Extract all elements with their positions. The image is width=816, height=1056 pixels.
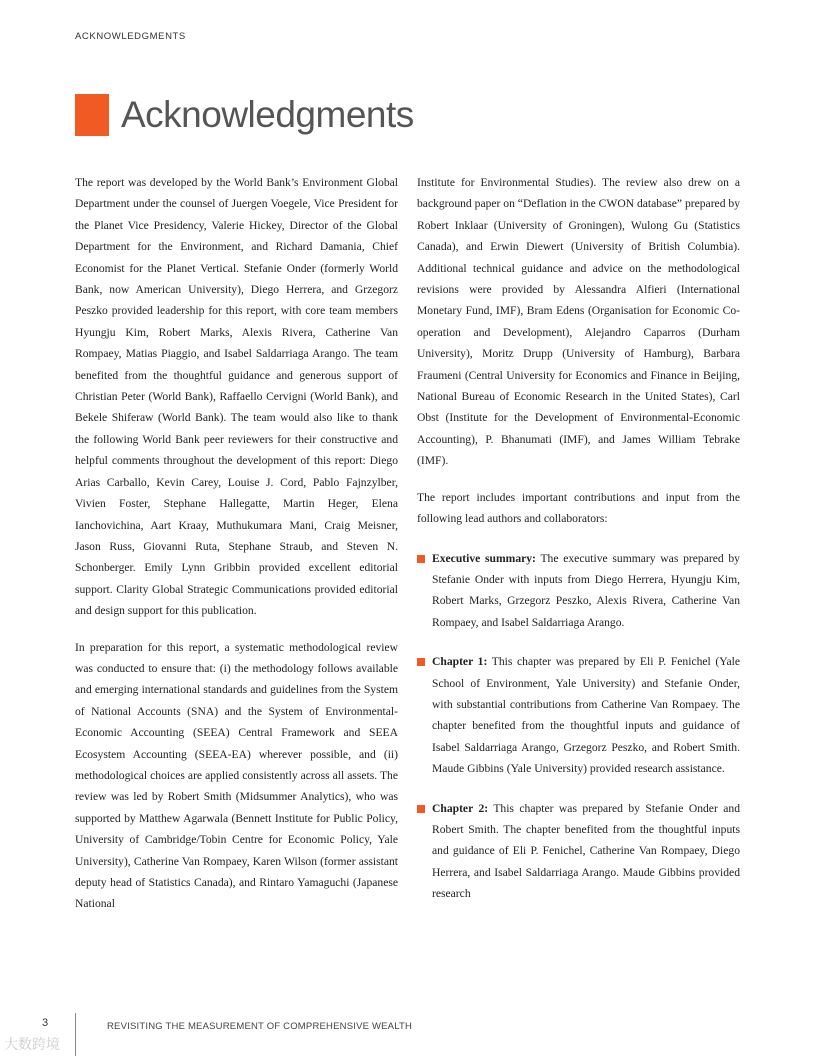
left-column	[75, 172, 398, 930]
title-block	[75, 94, 414, 136]
watermark-logo: 大数跨境	[4, 1037, 60, 1053]
bullet-label: Executive summary:	[432, 551, 536, 565]
paragraph: Institute for Environmental Studies). The review also drew on a background paper on “Deflation in the CWON database” prepared by Robert Inklaar (University of Groningen), Wulong Gu (Statistics Canada), and Erwin Diewert (University of British Columbia). Additional technical guidance and advice on the methodological revisions were provided by Alessandra Alfieri (International Monetary Fund, IMF), Bram Edens (Organisation for Economic Co-operation and Development), Alejandro Caparros (Durham University), Moritz Drupp (University of Hamburg), Barbara Fraumeni (Central University for Economics and Finance in Beijing, National Bureau of Economic Research in the United States), Carl Obst (Institute for the Development of Environmental-Economic Accounting), P. Bhanumati (IMF), and James William Tebrake (IMF).	[417, 176, 740, 468]
bullet-square-icon	[417, 555, 425, 563]
bullet-label: Chapter 1:	[432, 655, 488, 669]
footer-divider	[75, 1013, 76, 1056]
bullet-item	[417, 798, 740, 905]
running-header: ACKNOWLEDGMENTS	[75, 31, 186, 42]
bullet-text: The executive summary was prepared by Stefanie Onder with inputs from Diego Herrera, Hyungju Kim, Robert Marks, Grzegorz Peszko, Alexis Rivera, Catherine Van Rompaey, and Isabel Saldarriaga Arango.	[432, 551, 740, 629]
bullet-label: Chapter 2:	[432, 801, 489, 815]
page-title: Acknowledgments	[121, 94, 414, 135]
bullet-text: This chapter was prepared by Stefanie Onder and Robert Smith. The chapter benefited from the thoughtful inputs and guidance of Eli P. Fenichel, Catherine Van Rompaey, Diego Herrera, and Isabel Saldarriaga Arango. Maude Gibbins provided research	[432, 801, 740, 901]
bullet-text: This chapter was prepared by Eli P. Fenichel (Yale School of Environment, Yale University) and Stefanie Onder, with substantial contributions from Catherine Van Rompaey. The chapter benefited from the thoughtful inputs and guidance of Isabel Saldarriaga Arango, Grzegorz Peszko, and Robert Smith. Maude Gibbins (Yale University) provided research assistance.	[432, 655, 740, 776]
bullet-square-icon	[417, 805, 425, 813]
paragraph: The report includes important contributions and input from the following lead authors and collaborators:	[417, 490, 740, 526]
right-column	[417, 172, 740, 923]
accent-square	[75, 94, 109, 136]
paragraph: In preparation for this report, a systematic methodological review was conducted to ensure that: (i) the methodology follows available and emerging international standards and guidelines from the System of National Accounts (SNA) and the System of Environmental-Economic Accounting (SEEA) Central Framework and SEEA Ecosystem Accounting (SEEA-EA) wherever possible, and (ii) methodological choices are applied consistently across all assets. The review was led by Robert Smith (Midsummer Analytics), who was supported by Matthew Agarwala (Bennett Institute for Public Policy, University of Cambridge/Tobin Centre for Economic Policy, Yale University), Catherine Van Rompaey, Karen Wilson (former assistant deputy head of Statistics Canada), and Rintaro Yamaguchi (Japanese National	[75, 640, 398, 911]
page-number: 3	[42, 1017, 49, 1029]
bullet-square-icon	[417, 658, 425, 666]
bullet-item	[417, 548, 740, 634]
bullet-item	[417, 651, 740, 779]
paragraph: The report was developed by the World Bank’s Environment Global Department under the counsel of Juergen Voegele, Vice President for the Planet Vice Presidency, Valerie Hickey, Director of the Global Department for the Environment, and Richard Damania, Chief Economist for the Planet Vertical. Stefanie Onder (formerly World Bank, now American University), Diego Herrera, and Grzegorz Peszko provided leadership for this report, with core team members Hyungju Kim, Robert Marks, Alexis Rivera, Catherine Van Rompaey, Matias Piaggio, and Isabel Saldarriaga Arango. The team benefited from the thoughtful guidance and generous support of Christian Peter (World Bank), Raffaello Cervigni (World Bank), and Bekele Shiferaw (World Bank). The team would also like to thank the following World Bank peer reviewers for their constructive and helpful comments throughout the development of this report: Diego Arias Carballo, Kevin Carey, Louise J. Cord, Pablo Fajnzylber, Vivien Foster, Stephane Hallegatte, Martin Heger, Elena Ianchovichina, Aart Kraay, Muthukumara Mani, Craig Meisner, Jason Russ, Giovanni Ruta, Stephane Straub, and Steven N. Schonberger. Emily Lynn Gribbin provided excellent editorial support. Clarity Global Strategic Communications provided editorial and design support for this publication.	[75, 176, 398, 618]
footer-title: REVISITING THE MEASUREMENT OF COMPREHENSIVE WEALTH	[107, 1021, 413, 1032]
